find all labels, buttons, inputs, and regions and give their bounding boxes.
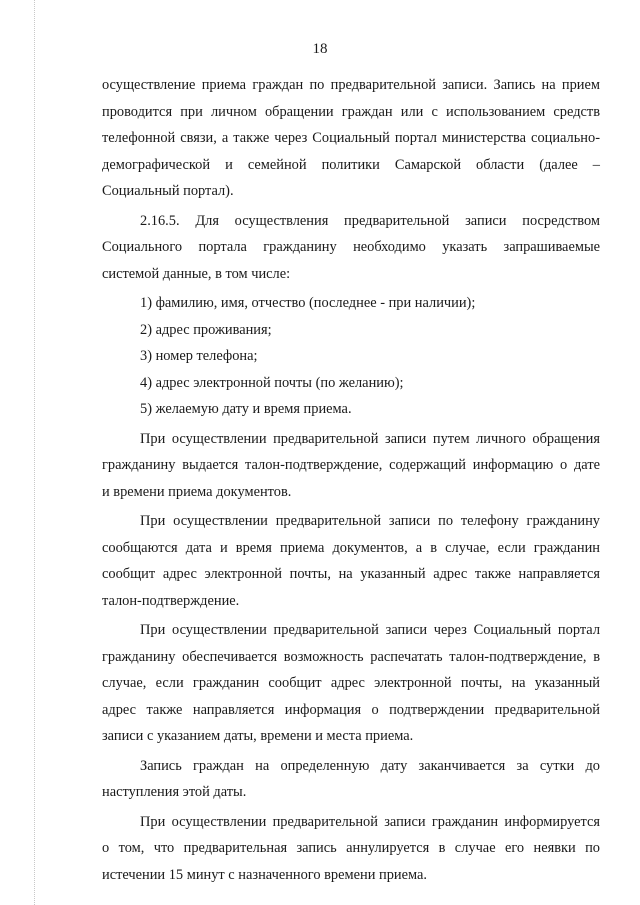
- paragraph-line: Социального портала гражданину необходимо указать запрашиваемые: [102, 239, 600, 255]
- paragraph-line: гражданину обеспечивается возможность распечатать талон-подтверждение, в: [102, 648, 600, 665]
- paragraph-line: телефонной связи, а также через Социальный портал министерства социально-: [102, 130, 600, 146]
- paragraph-line: проводится при личном обращении граждан или с использованием средств: [102, 103, 600, 120]
- paragraph-line: 2.16.5. Для осуществления предварительной записи посредством: [140, 212, 600, 229]
- paragraph-line: и времени приема документов.: [102, 483, 292, 500]
- list-item: 5) желаемую дату и время приема.: [140, 401, 352, 417]
- paragraph-line: гражданину выдается талон-подтверждение, содержащий информацию о дате: [102, 457, 600, 473]
- paragraph-line: о том, что предварительная запись аннулируется в случае его неявки по: [102, 840, 600, 856]
- paragraph-line: записи с указанием даты, времени и места приема.: [102, 728, 414, 744]
- paragraph-line: При осуществлении предварительной записи гражданин информируется: [140, 813, 600, 830]
- paragraph-line: сообщаются дата и время приема документов, а в случае, если гражданин: [102, 539, 600, 556]
- paragraph-line: Запись граждан на определенную дату заканчивается за сутки до: [140, 757, 600, 774]
- paragraph-line: демографической и семейной политики Самарской области (далее –: [102, 156, 600, 173]
- paragraph-line: При осуществлении предварительной записи путем личного обращения: [140, 430, 600, 447]
- page-number: 18: [312, 41, 328, 57]
- paragraph-line: осуществление приема граждан по предварительной записи. Запись на прием: [102, 77, 600, 93]
- paragraph-line: При осуществлении предварительной записи через Социальный портал: [140, 622, 600, 638]
- paragraph-line: сообщит адрес электронной почты, на указанный адрес также направляется: [102, 566, 600, 582]
- paragraph-line: адрес также направляется информация о подтверждении предварительной: [102, 701, 600, 718]
- list-item: 3) номер телефона;: [140, 348, 258, 364]
- document-body: [102, 72, 600, 888]
- paragraph-line: истечении 15 минут с назначенного времени приема.: [102, 866, 427, 883]
- paragraph-line: случае, если гражданин сообщит адрес электронной почты, на указанный: [102, 675, 600, 691]
- paragraph-line: системой данные, в том числе:: [102, 265, 291, 282]
- list-item: 1) фамилию, имя, отчество (последнее - при наличии);: [140, 295, 476, 311]
- scan-edge-margin: [34, 0, 35, 905]
- paragraph-line: Социальный портал).: [102, 183, 234, 199]
- list-item: 4) адрес электронной почты (по желанию);: [140, 374, 404, 391]
- list-item: 2) адрес проживания;: [140, 321, 272, 338]
- paragraph-line: талон-подтверждение.: [102, 592, 240, 609]
- paragraph-line: наступления этой даты.: [102, 784, 247, 800]
- paragraph-line: При осуществлении предварительной записи по телефону гражданину: [140, 513, 600, 529]
